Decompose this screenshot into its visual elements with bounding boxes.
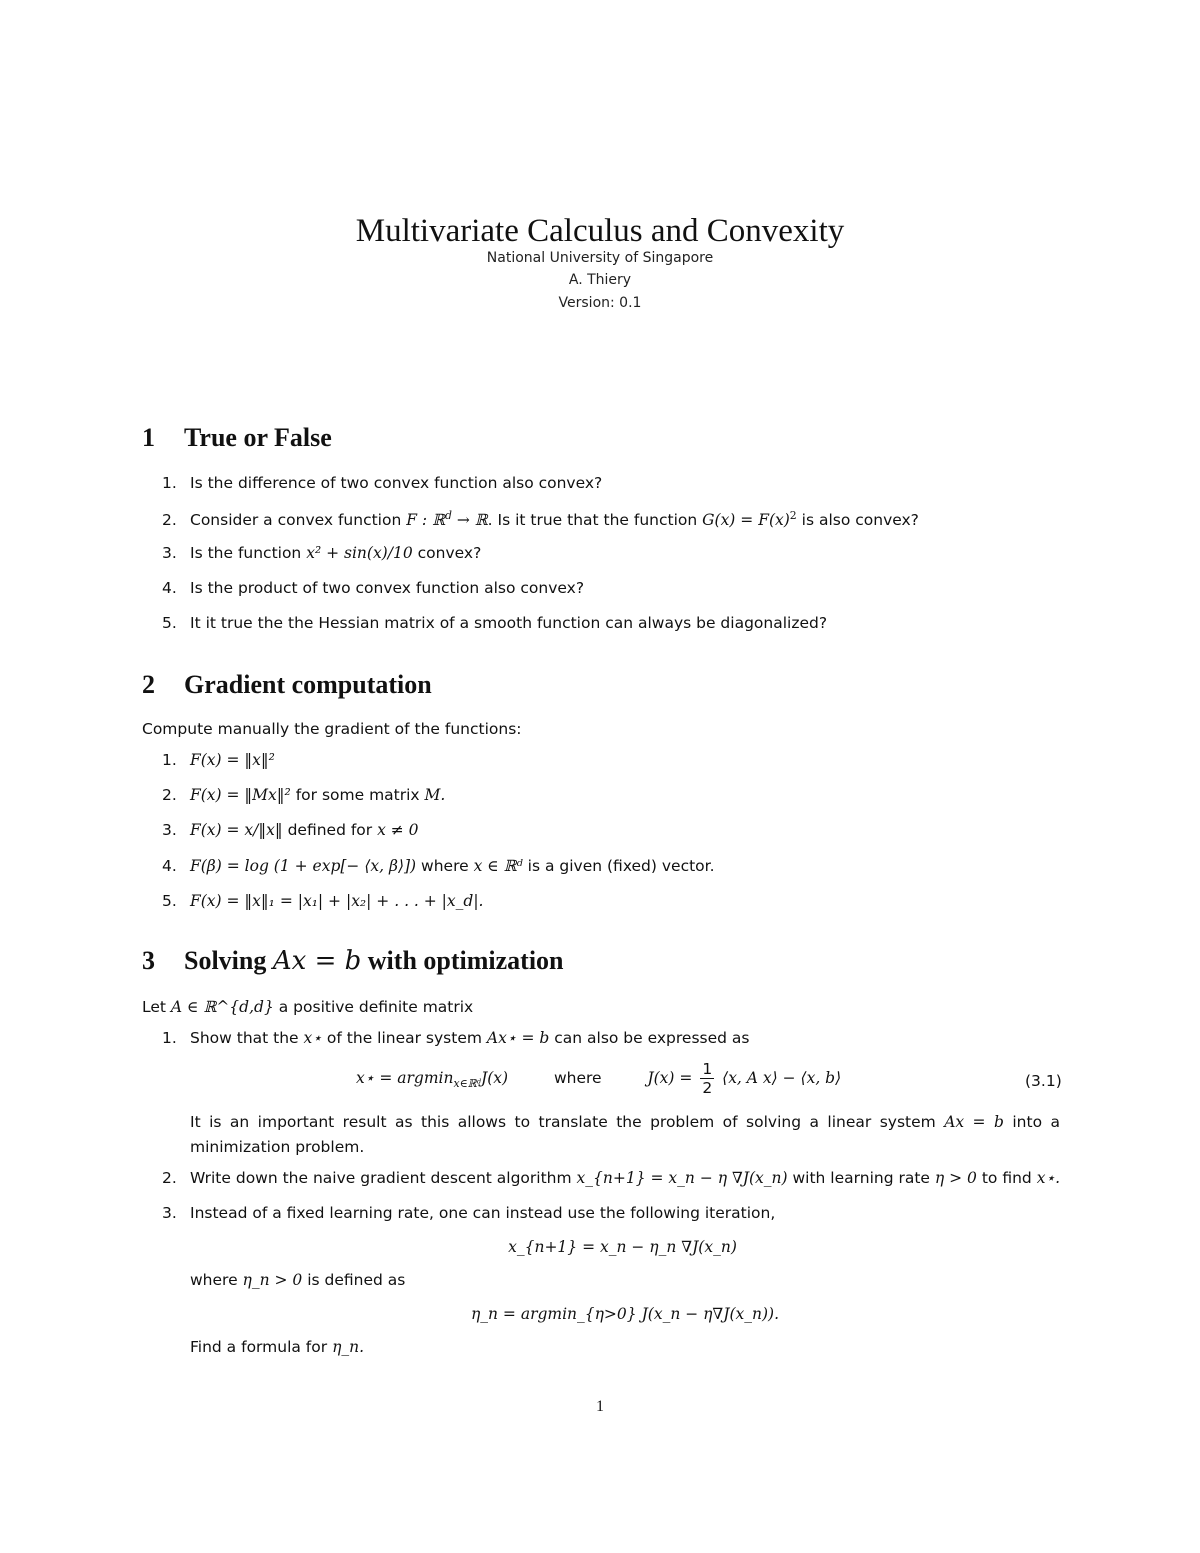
math-inline: A ∈ ℝ^{d,d} xyxy=(170,998,274,1016)
section-number: 2 xyxy=(142,670,155,699)
opt-item-3-where: where η_n > 0 is defined as xyxy=(190,1271,406,1289)
math-inline: F : ℝ$^d$ → ℝ xyxy=(406,509,488,530)
section-1-heading xyxy=(142,423,332,453)
gradient-text: defined for xyxy=(287,821,373,839)
affiliation: National University of Singapore xyxy=(486,250,714,266)
math-inline: F(x) = ‖x‖₁ = |x₁| + |x₂| + . . . + |x_d|. xyxy=(190,892,484,910)
section-3-heading xyxy=(142,946,564,976)
document-title: Multivariate Calculus and Convexity xyxy=(355,213,845,249)
math-inline: F(β) = log (1 + exp[− ⟨x, β⟩]) xyxy=(190,857,417,875)
author: A. Thiery xyxy=(568,272,632,288)
display-equation-eta: η_n = argmin_{η>0} J(x_n − η∇J(x_n)). xyxy=(470,1305,780,1323)
fraction-one-half: $\frac{1}{2}$ xyxy=(702,1060,713,1097)
opt-item-2: 2. Write down the naive gradient descent algorithm x_{n+1} = x_n − η ∇J(x_n) with learning rate η > 0 to find x⋆. xyxy=(162,1169,1061,1187)
section-title: Solving xyxy=(184,946,267,975)
gradient-item-3: 3. F(x) = x/‖x‖ defined for x ≠ 0 xyxy=(162,821,419,839)
tf-question: It it true the the Hessian matrix of a smooth function can always be diagonalized? xyxy=(190,614,828,632)
section-title: with optimization xyxy=(367,946,564,975)
version: Version: 0.1 xyxy=(558,295,642,311)
math-inline: x⋆ xyxy=(303,1029,322,1047)
math-inline: x_{n+1} = x_n − η ∇J(x_n) xyxy=(576,1169,788,1187)
section-number: 1 xyxy=(142,423,155,452)
gradient-item-1: 1. F(x) = ‖x‖² xyxy=(162,751,275,769)
section-title: Gradient computation xyxy=(184,670,432,699)
math-inline: Ax⋆ = b xyxy=(486,1029,550,1047)
tf-item-1: 1. Is the difference of two convex function also convex? xyxy=(162,474,603,492)
section-title: True or False xyxy=(184,423,332,452)
gradient-text: for some matrix xyxy=(295,786,420,804)
tf-question-text: is also convex? xyxy=(801,511,919,530)
tf-item-4: 4. Is the product of two convex function also convex? xyxy=(162,579,585,597)
opt-item-1: 1. Show that the x⋆ of the linear system Ax⋆ = b can also be expressed as xyxy=(162,1029,750,1047)
gradient-item-2: 2. F(x) = ‖Mx‖² for some matrix M. xyxy=(162,786,446,804)
gradient-item-5: 5. F(x) = ‖x‖₁ = |x₁| + |x₂| + . . . + |x_d|. xyxy=(162,892,484,910)
equation-where: where xyxy=(553,1069,602,1087)
tf-question-text: Is the function xyxy=(190,544,302,562)
gradient-intro: Compute manually the gradient of the functions: xyxy=(142,720,522,738)
math-inline: x ∈ ℝᵈ xyxy=(473,857,523,875)
math-inline: F(x) = ‖Mx‖² xyxy=(190,786,291,804)
tf-question-text: convex? xyxy=(417,544,482,562)
tf-item-5: 5. It it true the the Hessian matrix of a smooth function can always be diagonalized? xyxy=(162,614,828,632)
gradient-text: where xyxy=(421,857,469,875)
gradient-item-4: 4. F(β) = log (1 + exp[− ⟨x, β⟩]) where x ∈ ℝᵈ is a given (fixed) vector. xyxy=(162,857,715,875)
section-number: 3 xyxy=(142,946,155,975)
math-inline: M. xyxy=(424,786,446,804)
page-number: 1 xyxy=(596,1398,604,1415)
math-inline: F(x) = ‖x‖² xyxy=(190,751,275,769)
equation-number: (3.1) xyxy=(1025,1072,1062,1090)
section-2-heading xyxy=(142,670,432,700)
tf-question-text: Consider a convex function xyxy=(190,511,402,530)
math-inline: η_n. xyxy=(332,1338,365,1356)
gradient-text: is a given (fixed) vector. xyxy=(527,857,715,875)
math-inline: Ax = b xyxy=(272,946,362,976)
display-equation-iteration: x_{n+1} = x_n − η_n ∇J(x_n) xyxy=(508,1238,737,1256)
display-equation-3-1: x⋆ = argmin$_{x\in ℝᵈ}$J(x) where J(x) = $\frac{1}{2}$ ⟨x, A x⟩ − ⟨x, b⟩ xyxy=(356,1060,842,1097)
opt-item-3-find: Find a formula for η_n. xyxy=(190,1338,365,1356)
tf-question: Is the product of two convex function also convex? xyxy=(190,579,585,597)
math-inline: $G(x) = F(x)^2$ xyxy=(702,509,797,530)
opt-item-1-note: It is an important result as this allows to translate the problem of solving a linear system Ax = b into a minimization problem. xyxy=(190,1113,1061,1156)
math-inline: x⋆. xyxy=(1036,1169,1061,1187)
math-inline: F(x) = x/‖x‖ xyxy=(190,821,283,839)
tf-question-text: . Is it true that the function xyxy=(487,511,698,530)
math-inline: x ≠ 0 xyxy=(377,821,419,839)
tf-item-3: 3. Is the function x² + sin(x)/10 convex? xyxy=(162,544,482,562)
math-inline: η_n > 0 xyxy=(242,1271,303,1289)
math-inline: η > 0 xyxy=(934,1169,977,1187)
opt-intro: Let A ∈ ℝ^{d,d} a positive definite matrix xyxy=(142,998,474,1016)
math-inline: Ax = b xyxy=(944,1113,1004,1131)
math-inline: x² + sin(x)/10 xyxy=(306,544,413,562)
tf-question: Is the difference of two convex function also convex? xyxy=(190,474,603,492)
opt-item-3: 3. Instead of a fixed learning rate, one can instead use the following iteration, xyxy=(162,1204,776,1222)
tf-item-2: 2. Consider a convex function F : ℝ$^d$ → ℝ. Is it true that the function $G(x) = F(x)^2$ is also convex? xyxy=(162,509,919,530)
